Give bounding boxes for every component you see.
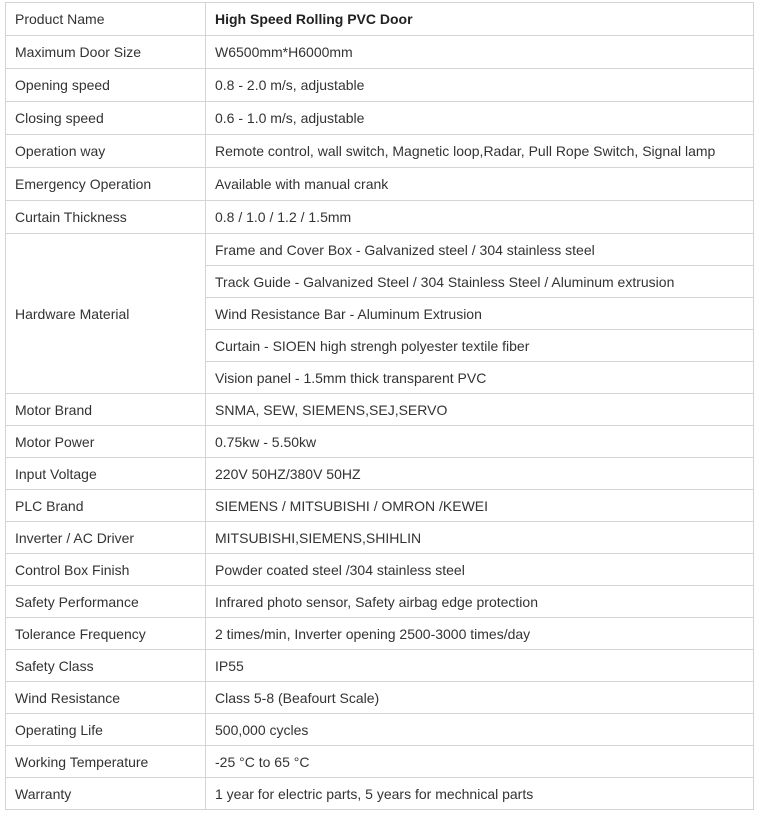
row-value: 500,000 cycles xyxy=(206,714,754,746)
row-label: Control Box Finish xyxy=(6,554,206,586)
row-value: Remote control, wall switch, Magnetic loop,Radar, Pull Rope Switch, Signal lamp xyxy=(206,135,754,168)
hardware-material-value: Frame and Cover Box - Galvanized steel / 304 stainless steel xyxy=(206,234,754,266)
hardware-material-value: Curtain - SIOEN high strengh polyester textile fiber xyxy=(206,330,754,362)
row-value: Class 5-8 (Beafourt Scale) xyxy=(206,682,754,714)
row-label: Operating Life xyxy=(6,714,206,746)
table-row xyxy=(6,586,754,618)
table-row xyxy=(6,746,754,778)
row-label: Maximum Door Size xyxy=(6,36,206,69)
row-label: Safety Class xyxy=(6,650,206,682)
row-value: SIEMENS / MITSUBISHI / OMRON /KEWEI xyxy=(206,490,754,522)
row-label: Opening speed xyxy=(6,69,206,102)
table-row xyxy=(6,69,754,102)
row-label: Tolerance Frequency xyxy=(6,618,206,650)
table-row xyxy=(6,458,754,490)
row-value: IP55 xyxy=(206,650,754,682)
row-value: 220V 50HZ/380V 50HZ xyxy=(206,458,754,490)
table-row xyxy=(6,554,754,586)
table-row xyxy=(6,522,754,554)
table-row xyxy=(6,201,754,234)
row-value: Available with manual crank xyxy=(206,168,754,201)
row-label: PLC Brand xyxy=(6,490,206,522)
table-row xyxy=(6,3,754,36)
table-row xyxy=(6,618,754,650)
row-value: 0.8 / 1.0 / 1.2 / 1.5mm xyxy=(206,201,754,234)
table-row xyxy=(6,714,754,746)
row-value: Powder coated steel /304 stainless steel xyxy=(206,554,754,586)
row-label: Curtain Thickness xyxy=(6,201,206,234)
row-value: SNMA, SEW, SIEMENS,SEJ,SERVO xyxy=(206,394,754,426)
table-row xyxy=(6,102,754,135)
table-row xyxy=(6,426,754,458)
table-row xyxy=(6,135,754,168)
hardware-material-label: Hardware Material xyxy=(6,234,206,394)
row-label: Safety Performance xyxy=(6,586,206,618)
hardware-material-value: Wind Resistance Bar - Aluminum Extrusion xyxy=(206,298,754,330)
row-label: Motor Power xyxy=(6,426,206,458)
table-row xyxy=(6,490,754,522)
row-label: Warranty xyxy=(6,778,206,810)
table-row xyxy=(6,682,754,714)
table-row xyxy=(6,36,754,69)
row-label: Closing speed xyxy=(6,102,206,135)
product-name-value: High Speed Rolling PVC Door xyxy=(206,3,754,36)
hardware-material-value: Track Guide - Galvanized Steel / 304 Stainless Steel / Aluminum extrusion xyxy=(206,266,754,298)
row-label: Emergency Operation xyxy=(6,168,206,201)
row-label: Wind Resistance xyxy=(6,682,206,714)
hardware-material-value: Vision panel - 1.5mm thick transparent PVC xyxy=(206,362,754,394)
row-value: W6500mm*H6000mm xyxy=(206,36,754,69)
row-value: MITSUBISHI,SIEMENS,SHIHLIN xyxy=(206,522,754,554)
row-label: Motor Brand xyxy=(6,394,206,426)
table-row xyxy=(6,234,754,266)
table-row xyxy=(6,778,754,810)
row-value: 0.6 - 1.0 m/s, adjustable xyxy=(206,102,754,135)
row-value: -25 °C to 65 °C xyxy=(206,746,754,778)
table-row xyxy=(6,394,754,426)
table-row xyxy=(6,168,754,201)
row-value: 1 year for electric parts, 5 years for mechnical parts xyxy=(206,778,754,810)
spec-table xyxy=(5,2,754,810)
row-value: 2 times/min, Inverter opening 2500-3000 times/day xyxy=(206,618,754,650)
row-value: 0.8 - 2.0 m/s, adjustable xyxy=(206,69,754,102)
row-label: Inverter / AC Driver xyxy=(6,522,206,554)
row-value: Infrared photo sensor, Safety airbag edge protection xyxy=(206,586,754,618)
row-label: Operation way xyxy=(6,135,206,168)
table-row xyxy=(6,650,754,682)
row-label: Working Temperature xyxy=(6,746,206,778)
row-value: 0.75kw - 5.50kw xyxy=(206,426,754,458)
row-label: Input Voltage xyxy=(6,458,206,490)
row-label: Product Name xyxy=(6,3,206,36)
